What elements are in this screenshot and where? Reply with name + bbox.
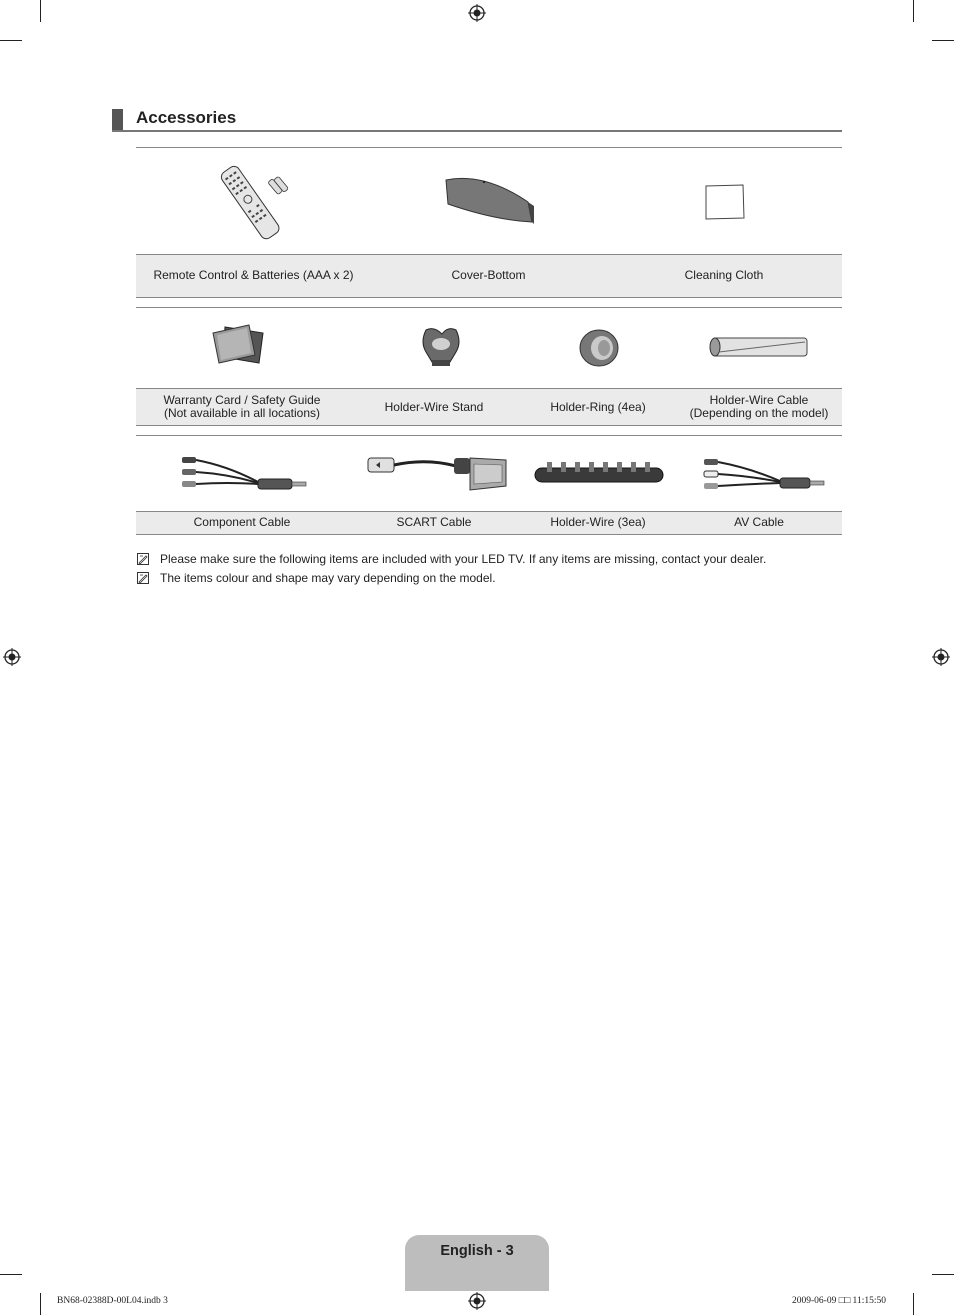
item-label-component-cable: Component Cable [193,515,291,529]
table-divider [136,511,842,512]
table-divider [136,388,842,389]
note-text: Please make sure the following items are included with your LED TV. If any items are missing, contact your dealer. [160,552,767,566]
item-label-warranty-card-line2: (Not available in all locations) [163,406,321,420]
holder-ring-icon [578,328,620,368]
av-cable-icon [700,454,828,494]
section-title: Accessories [136,108,237,127]
remote-control-icon [210,160,292,244]
warranty-card-icon [211,323,265,367]
crop-mark [40,1293,41,1315]
item-label-holder-wire: Holder-Wire (3ea) [550,515,646,529]
item-label-cover-bottom: Cover-Bottom [451,268,526,282]
component-cable-icon [178,452,310,494]
crop-mark [913,0,914,22]
footer-file-name: BN68-02388D-00L04.indb 3 [57,1296,168,1306]
registration-mark-icon [932,648,950,666]
item-label-warranty-card-line1: Warranty Card / Safety Guide [163,393,321,407]
registration-mark-icon [468,4,486,22]
note-icon [137,553,149,565]
scart-cable-icon [366,454,510,494]
crop-mark [0,1274,22,1275]
page-number-label: English - 3 [440,1243,514,1259]
item-label-scart-cable: SCART Cable [396,515,472,529]
item-label-holder-ring: Holder-Ring (4ea) [550,400,646,414]
item-label-holder-wire-cable-line1: Holder-Wire Cable [709,393,809,407]
cover-bottom-icon [444,174,536,228]
table-divider [136,435,842,436]
crop-mark [0,40,22,41]
section-title-rule [112,130,842,132]
registration-mark-icon [468,1292,486,1310]
crop-mark [932,40,954,41]
crop-mark [913,1293,914,1315]
item-label-holder-wire-cable-line2: (Depending on the model) [689,406,829,420]
note-icon [137,572,149,584]
item-label-remote-control: Remote Control & Batteries (AAA x 2) [153,268,354,282]
section-title-bar [112,109,123,131]
holder-wire-cable-icon [707,334,811,360]
item-label-holder-wire-stand: Holder-Wire Stand [384,400,484,414]
table-divider [136,297,842,298]
crop-mark [40,0,41,22]
table-divider [136,425,842,426]
table-divider [136,534,842,535]
item-label-av-cable: AV Cable [734,515,784,529]
crop-mark [932,1274,954,1275]
table-divider [136,254,842,255]
item-label-cleaning-cloth: Cleaning Cloth [684,268,764,282]
footer-timestamp: 2009-06-09 □□ 11:15:50 [792,1296,886,1306]
holder-wire-icon [533,458,665,486]
note-text: The items colour and shape may vary depending on the model. [160,571,496,585]
table-divider [136,147,842,148]
registration-mark-icon [3,648,21,666]
table-divider [136,307,842,308]
cleaning-cloth-icon [703,183,745,221]
holder-wire-stand-icon [418,326,464,368]
